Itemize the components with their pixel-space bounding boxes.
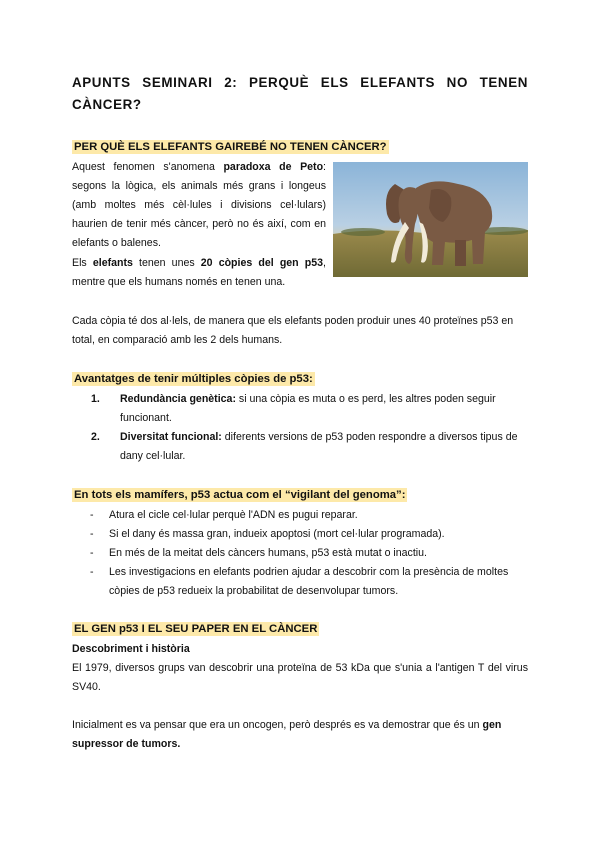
list-item (72, 428, 528, 466)
list-item-text: Les investigacions en elefants podrien ajudar a descobrir com la presència de moltes còpies de p53 redueix la probabilitat de desenvolupar tumors. (109, 566, 509, 597)
dash-bullet: - (90, 566, 94, 578)
term-elephants: elefants (92, 257, 133, 269)
heading-highlight: PER QUÈ ELS ELEFANTS GAIREBÉ NO TENEN CÀNCER? (74, 141, 387, 153)
list-item (72, 525, 528, 544)
paragraph-p53-copies (72, 254, 326, 292)
section-heading-elephants (72, 138, 528, 157)
term-diversity: Diversitat funcional: (120, 431, 222, 443)
list-item (72, 506, 528, 525)
elephant-photo (333, 162, 528, 277)
section-heading-p53-gene (72, 620, 528, 639)
paragraph-peto-paradox (72, 158, 326, 253)
text-run: : segons la lògica, els animals més grans i longeus (amb moltes més cèl·lules i divisions cel·lulars) haurien de tenir més càncer, però no és així, com en elefants o balenes. (72, 161, 326, 249)
text-run: Inicialment es va pensar que era un oncogen, però després es va demostrar que és un (72, 719, 483, 731)
list-item (72, 390, 528, 428)
dash-bullet: - (90, 509, 94, 521)
list-item-text: Atura el cicle cel·lular perquè l'ADN es pugui reparar. (109, 509, 358, 521)
section-heading-advantages (72, 370, 528, 389)
paragraph-tumor-suppressor (72, 716, 528, 754)
list-item (72, 544, 528, 563)
subheading-discovery: Descobriment i història (72, 643, 190, 655)
heading-highlight: Avantatges de tenir múltiples còpies de p53: (74, 373, 313, 385)
text-run: si una còpia es muta o es perd, les altres poden seguir funcionant. (120, 393, 496, 424)
section-heading-guardian (72, 486, 528, 505)
list-item-text: En més de la meitat dels càncers humans, p53 està mutat o inactiu. (109, 547, 427, 559)
heading-highlight: En tots els mamífers, p53 actua com el “vigilant del genoma”: (74, 489, 406, 501)
heading-highlight: EL GEN p53 I EL SEU PAPER EN EL CÀNCER (74, 623, 318, 635)
term-redundancy: Redundància genètica: (120, 393, 236, 405)
text-run: tenen unes (132, 257, 201, 269)
advantages-list (72, 390, 528, 466)
text-run: diferents versions de p53 poden respondre a diversos tipus de dany cel·lular. (120, 431, 518, 462)
term-20-copies: 20 còpies del gen p53 (200, 257, 324, 269)
dash-bullet: - (90, 547, 94, 559)
text-run: Aquest fenomen s'anomena (72, 161, 224, 173)
list-number: 2. (91, 431, 100, 443)
paragraph-discovery: El 1979, diversos grups van descobrir una proteïna de 53 kDa que s'unia a l'antigen T del virus SV40. (72, 662, 528, 693)
paragraph-alleles: Cada còpia té dos al·lels, de manera que els elefants poden produir unes 40 proteïnes p53 en total, en comparació amb les 2 dels humans. (72, 315, 514, 346)
page-title: APUNTS SEMINARI 2: PERQUÈ ELS ELEFANTS NO TENEN CÀNCER? (72, 75, 528, 112)
text-run: Els (72, 257, 93, 269)
list-item-text: Si el dany és massa gran, indueix apoptosi (mort cel·lular programada). (109, 528, 445, 540)
guardian-list (72, 506, 528, 601)
text-run: , mentre que els humans només en tenen una. (72, 257, 326, 288)
list-number: 1. (91, 393, 100, 405)
list-item (72, 563, 528, 601)
term-tumor-suppressor: gen supressor de tumors. (72, 719, 502, 750)
dash-bullet: - (90, 528, 94, 540)
term-peto-paradox: paradoxa de Peto (223, 161, 324, 173)
